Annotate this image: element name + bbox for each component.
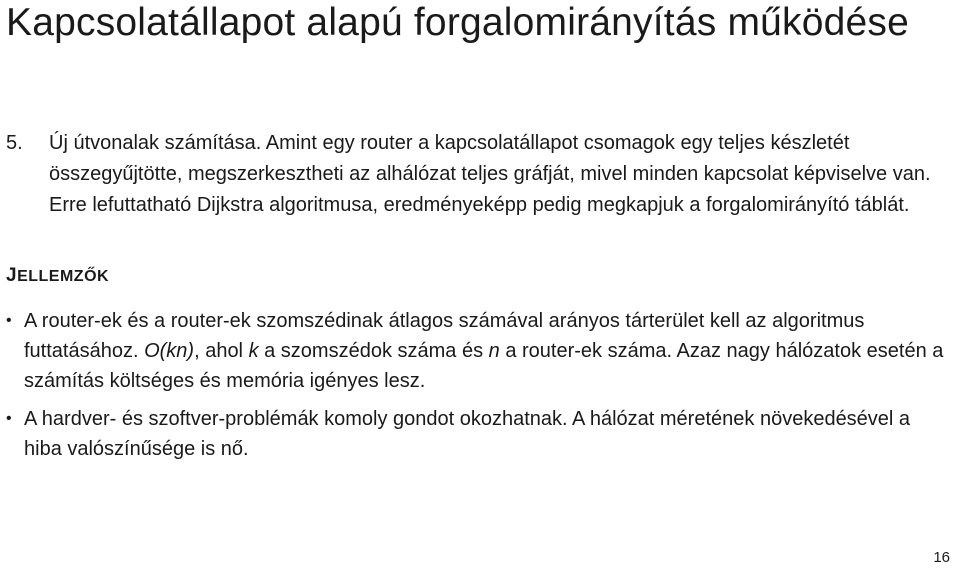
slide-title: Kapcsolatállapot alapú forgalomirányítás működése [6,1,909,44]
bullet-text-part: A hardver- és szoftver-problémák komoly gondot okozhatnak. A hálózat méretének növekedésével a hiba valószínűsége is nő. [24,408,911,460]
bullet-text-part: a szomszédok száma és [258,340,489,362]
section-heading-first-letter: J [6,265,18,286]
page-number: 16 [933,549,950,566]
numbered-item-5 [6,128,946,221]
item-heading: Új útvonalak számítása. [49,132,262,154]
item-number: 5. [6,132,23,154]
bullet-list [6,306,951,472]
bullet-dot-icon: • [6,410,12,427]
bullet-item-hardware [6,404,951,464]
bullet-text-part: A router-ek és a router-ek szomszédinak átlagos számával arányos tárterület kell az algoritmus futtatásához. [24,310,865,362]
item-text [49,128,944,221]
bullet-text-part: a router-ek száma. Azaz nagy hálózatok esetén a számítás költséges és memória igényes lesz. [24,340,944,392]
bullet-text-italic: O(kn) [144,340,195,362]
section-heading-jellemzok [6,266,109,287]
section-heading-rest: ELLEMZŐK [17,268,110,285]
bullet-text-italic: n [488,340,500,362]
bullet-text-italic: k [248,340,259,362]
bullet-item-storage [6,306,951,396]
bullet-text-part: , ahol [194,340,249,362]
bullet-dot-icon: • [6,312,12,329]
item-body: Amint egy router a kapcsolatállapot csomagok egy teljes készletét összegyűjtötte, megszerkesztheti az alhálózat teljes gráfját, mivel minden kapcsolat képviselve van. Erre lefuttatható Dijkstra algoritmusa, eredményeképp pedig megkapjuk a forgalomirányító táblát. [49,132,931,216]
